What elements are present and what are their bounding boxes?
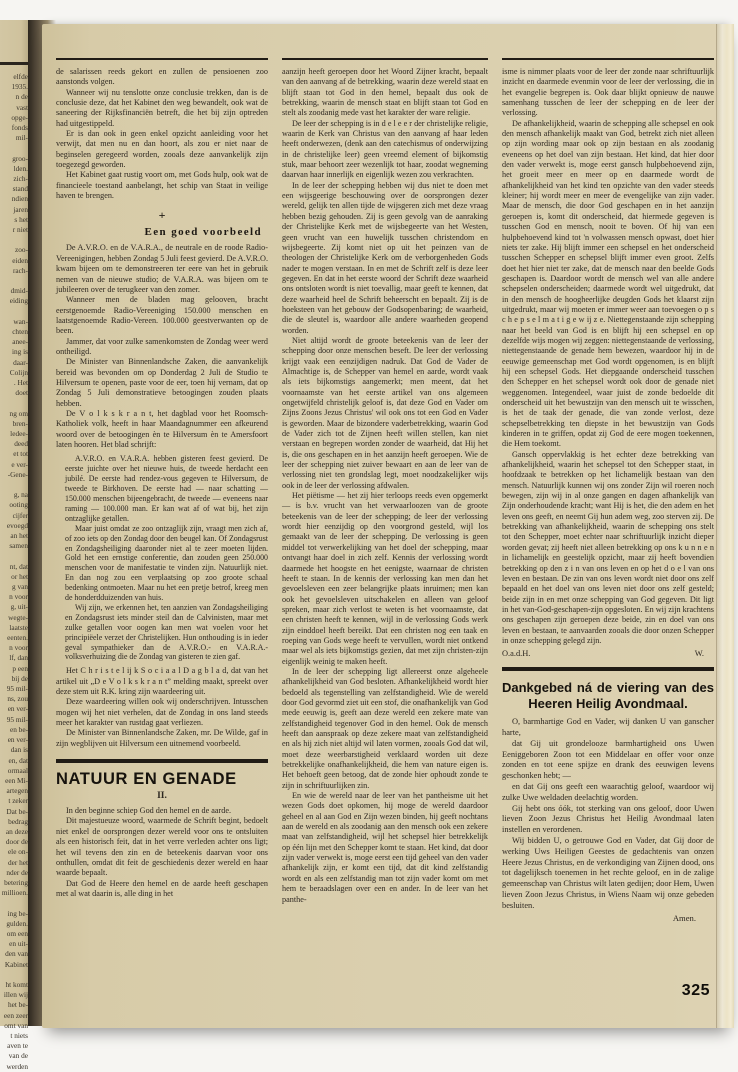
prayer-paragraph: O, barmhartige God en Vader, wij danken U van ganscher harte, — [502, 717, 714, 738]
prayer-paragraph: dat Gij uit grondelooze barmhartigheid ons Uwen Eeniggeboren Zoon tot een Middelaar en offer voor onze zonden en tot eene spijze en drank des eeuwigen levens geschonken hebt; — — [502, 738, 714, 781]
text-fragment — [0, 276, 28, 286]
page-right-edge — [716, 24, 734, 1028]
text-fragment: bij de — [11, 673, 28, 683]
text-fragment: et tot — [13, 449, 28, 459]
text-fragment: jaren — [13, 204, 28, 214]
text-fragment: den van — [5, 949, 28, 959]
text-fragment: ns, zou — [7, 694, 28, 704]
text-fragment: n voor — [9, 592, 28, 602]
column-1 — [56, 58, 268, 923]
article-title-natuur-en-genade: NATUUR EN GENADE — [56, 770, 237, 789]
section-rule — [502, 667, 714, 671]
text-fragment: g, na — [13, 490, 28, 500]
natuur-en-genade-col2-paragraphs — [282, 67, 488, 905]
paragraph: De leer der schepping is in d e l e e r der christelijke religie, waarin de Kerk van Christus van den aanvang af haar leden heeft onderwezen, (denk aan den catechismus of onderwijzing in de christelijke leer) geen vreemd element of bijkomstig stuk, maar behoort zeer wezenlijk tot haar, zoodat wegneming daarvan haar innerlijk en eigenlijk wezen zou verkrachten. — [282, 118, 488, 180]
text-fragment — [0, 551, 28, 561]
prayer-paragraph: Gij hebt ons óók, tot sterking van ons geloof, door Uwen lieven Zoon Jezus Christus het Heilig Avondmaal laten instellen en verordenen. — [502, 803, 714, 835]
paragraph: Deze waardeering willen ook wij onderschrijven. Intusschen mogen wij het niet verhelen, dat de Zondag in ons land steeds meer het karakter van rustdag gaat verliezen. — [56, 697, 268, 728]
text-fragment: gulden. — [6, 918, 28, 928]
text-fragment: fonds — [11, 123, 28, 133]
text-fragment: en be- — [9, 724, 28, 734]
prayer-title-line1: Dankgebed ná de viering van des — [502, 680, 714, 696]
text-fragment — [0, 898, 28, 908]
text-fragment: zich- — [13, 174, 28, 184]
paragraph: Wanneer men de bladen mag gelooven, bracht eerstgenoemde Radio-Vereeniging 150.000 menschen en laatstgenoemde Radio-Vereen. 100.000 geestverwanten op de been. — [56, 295, 268, 336]
text-fragment: or het — [11, 571, 28, 581]
section-divider-plus: + — [158, 208, 166, 223]
column-3 — [502, 58, 714, 923]
text-fragment: cijfer — [12, 510, 28, 520]
text-fragment — [0, 307, 28, 317]
text-fragment: ledee- — [10, 429, 28, 439]
paragraph: En wie de wereld naar de leer van het pantheisme uit het wezen Gods doet opkomen, hij moge de wereld daardoor geheel en al aan God en Zijn wezen binden, hij geeft nochtans aan de wereld en als zoodanig aan den mensch ook een zekere maat van zelfstandigheid, wijl het schepsel hier betrekkelijk op één lijn met den Schepper komt te staan. Het kind, dat door zijn vader verwekt is, moge eerst een tijd geheel van den vader afhankelijk zijn, er komt een tijd, dat dit kind zelfstandig wordt en als een zelfstandig man tot zijn vader komt om met hem te beraadslagen over een en ander. In de leer van het panthe- — [282, 791, 488, 904]
text-fragment: om een — [6, 928, 28, 938]
text-fragment: door de — [5, 837, 28, 847]
text-fragment: omt van — [4, 1020, 28, 1030]
goed-voorbeeld-closing-paragraphs — [56, 666, 268, 749]
text-fragment: g van — [11, 582, 28, 592]
text-fragment: elfde — [13, 72, 28, 81]
text-fragment: ele on- — [7, 847, 28, 857]
text-fragment: millioen. — [1, 888, 28, 898]
text-fragment: deed — [14, 439, 28, 449]
text-fragment: zoo- — [15, 245, 28, 255]
text-fragment: s het — [14, 214, 28, 224]
paragraph: In de leer der schepping hebben wij dus niet te doen met een wijsgeerige beschouwing over de oorsprongen dezer wereld, gelijk ten allen tijde de wijsgeren zich met deze vraag hebben bezig gehouden. Zij is geen gevolg van de aanraking der Christelijke Kerk met de wijsbegeerte van het Westen, geen vrucht van een huwelijk tusschen christendom en wijsbegeerte. Zij komt niet op uit het peinzen van de theologen der Christelijke Kerk om de verborgenheden Gods nader te mogen verstaan. In en met de Schrift zelf is deze leer gegeven. En dat in het eerste woord der Schrift deze waarheid ons ontsloten wordt is niet toevallig, maar geeft te kennen, dat deze waarheid heel de Schrift beheerscht en bepaalt. Zij is de hoeksteen van het gebouw der Godsopenbaring; de waarheid, die de sleutel is, waardoor alle andere waarheden geopend worden. — [282, 180, 488, 335]
text-fragment: aven te — [7, 1041, 28, 1051]
prayer-paragraphs — [502, 717, 714, 911]
text-fragment: opge- — [11, 112, 28, 122]
paragraph: De Minister van Binnenlandsche Zaken, die aanvankelijk bereid was bevonden om op Donderdag 2 Juli de Studio te Hilversum te openen, paste voor de eer, toen hij vernam, dat op Zondag 5 Juli demonstratieve betoogingen zouden plaats hebben. — [56, 357, 268, 408]
signature-abbrev: O.a.d.H. — [502, 649, 531, 659]
text-fragment: eiding — [9, 296, 28, 306]
previous-page-top-rule — [0, 62, 30, 65]
paragraph: Er is dan ook in geen enkel opzicht aanleiding voor het verwijt, dat men nu en dan hoort, als zou er niet naar de beginselen geregeerd worden, zooals deze aanvankelijk zijn toegezegd geworden. — [56, 129, 268, 170]
text-fragment: betering — [4, 877, 28, 887]
text-fragment: nder de — [6, 867, 28, 877]
text-fragment: wan- — [13, 316, 28, 326]
text-fragment: ing be- — [7, 908, 28, 918]
paragraph: Dat God de Heere den hemel en de aarde heeft geschapen met al wat daarin is, alle ding in het — [56, 878, 268, 898]
text-fragment: . Het — [13, 378, 28, 388]
text-fragment: ng om — [9, 408, 28, 418]
text-fragment: doet — [15, 388, 28, 398]
prayer-title-line2: Heeren Heilig Avondmaal. — [528, 696, 688, 712]
text-fragment — [0, 398, 28, 408]
text-fragment: 95 mil- — [6, 714, 28, 724]
text-fragment: artegen — [6, 786, 28, 796]
text-fragment: en ver- — [7, 735, 28, 745]
text-fragment: eenten. — [7, 633, 28, 643]
text-fragment: wegte- — [8, 612, 28, 622]
text-fragment — [0, 143, 28, 153]
text-fragment: dan is — [10, 745, 28, 755]
column-2 — [282, 58, 488, 923]
text-fragment: p een — [12, 663, 28, 673]
text-fragment: laatste — [9, 622, 28, 632]
magazine-page — [42, 24, 734, 1028]
text-fragment: n de — [15, 92, 28, 102]
text-fragment: n voor — [9, 643, 28, 653]
text-fragment: het be- — [7, 1000, 28, 1010]
text-fragment: 1935. — [11, 82, 28, 92]
paragraph: De A.V.R.O. en de V.A.R.A., de neutrale en de roode Radio-Vereenigingen, hebben Zondag 5 Juli feest gevierd. De A.V.R.O. kwam bijeen om te demonstreeren ter eere van het in gebruik nemen van de nieuwe studio; de V.A.R.A. was bijeen om te jubileeren over de terugkeer van den zomer. — [56, 243, 268, 294]
text-fragment: eiden — [12, 255, 28, 265]
paragraph: Het C h r i s t e l ij k S o c i a a l D a g b l a d, dat van het artikel uit „D e V o l k s k r a n t” melding maakt, spreekt over deze stem uit R.K. kring zijn waardeering uit. — [56, 666, 268, 697]
text-fragment: werden — [6, 1061, 28, 1071]
text-fragment: t niets — [10, 1030, 28, 1040]
text-fragment — [0, 235, 28, 245]
text-fragment: an deze — [5, 826, 28, 836]
prayer-paragraph: en dat Gij ons geeft een waarachtig geloof, waardoor wij zulke Uwe weldaden deelachtig worden. — [502, 782, 714, 802]
amen: Amen. — [672, 912, 696, 923]
text-fragment: ndien — [11, 194, 28, 204]
text-fragment: ht komt — [5, 979, 28, 989]
text-fragment: chten — [12, 327, 28, 337]
quote-paragraph: Maar juist omdat ze zoo ontzaglijk zijn, vraagt men zich af, of zoo iets op den Zondag door den beugel kan. Of Zondagsrust en Zondagsheiliging daaronder niet al te zeer moeten lijden. Gold het een ernstige conferentie, dan zouden geen 250.000 menschen voor de manifestatie te vinden zijn. Natuurlijk niet. En dan nog zou een verplaatsing op zoo groote schaal bedenking ontmoeten. Maar nu het een pretje betrof, kreeg men de honderdduizenden van huis. — [65, 523, 268, 603]
text-fragment: illen wij — [3, 990, 28, 1000]
natuur-en-genade-col3-paragraphs — [502, 67, 714, 646]
paragraph: Wanneer wij nu tenslotte onze conclusie trekken, dan is de conclusie deze, dat het Kabinet den weg bewandelt, ook wat de saneering der Rijksfinanciën betreft, die het bij zijn optreden had uitgestippeld. — [56, 87, 268, 128]
paragraph: In de leer der schepping ligt allereerst onze algeheele afhankelijkheid van God besloten. Afhankelijkheid wordt hier bedoeld als tegenstelling van zelfstandigheid. Wie de wereld door God gevormd ziet uit een stof, die onafhankelijk van God mede eeuwig is, geeft aan deze wereld een zekere mate van zelfstandigheid tegenover God in den hemel. Ook de mensch heeft dan aanspraak op deze zekere maat van zelfstandigheid en als hij zich niet altijd wil laten vormen, zooals God dat wil, moet deze weerbarstigheid verklaard worden uit deze betrekkelijke onafhankelijkheid, die hem van nature eigen is. Het behoeft geen betoog, dat de zonde hier ophoudt zonde te zijn in schriftuurlijken zin. — [282, 666, 488, 790]
page-content — [42, 24, 734, 923]
text-fragment: lden. — [13, 163, 28, 173]
paragraph: In den beginne schiep God den hemel en de aarde. — [66, 806, 232, 816]
paragraph: Het piëtisme — het zij hier terloops reeds even opgemerkt — is b.v. vrucht van het verwaarloozen van de groote beteekenis van de leer der schepping; de leer der verlossing wordt hier eenzijdig op den voorgrond gesteld, wijl los gemaakt van de leer der schepping. De verlossing is geen middel tot verwerkelijking van het doel der schepping, maar ontvangt haar doel in zich zelf. Kennis der verlossing wordt daarmede het hoogste en het eenigste, waarnaar de christen heeft te staan. In de kennis der verlossing kan men dan het gevoelsleven een zeer belangrijke plaats inruimen; men kan ook het gevoelsleven uitschakelen en alleen van geloof spreken, maar zich verlost te weten is het voornaamste, dat een christen heeft te kennen, wijl in de verlossing Gods werk zijn einddoel heeft bereikt. Dat een christen nog een taak en roeping van Gods wege heeft te vervullen, wordt niet ontkend maar wel als iets bijkomstigs gezien, dat met zijn christen-zijn eigenlijk weinig te maken heeft. — [282, 491, 488, 666]
paragraph: De V o l k s k r a n t, het dagblad voor het Roomsch-Katholiek volk, heeft in haar Maandagnummer een afkeurend woord over de betoogingen èn te Hilversum èn te Amersfoort laten hooren. Het blad schrijft: — [56, 408, 268, 449]
text-fragment: daar- — [13, 357, 28, 367]
text-fragment — [0, 970, 28, 980]
text-fragment: groo- — [12, 153, 28, 163]
page-number: 325 — [681, 982, 710, 999]
previous-page-text-fragments — [0, 72, 28, 1072]
paragraph: De Minister van Binnenlandsche Zaken, mr. De Wilde, gaf in zijn wegblijven uit Hilversum een uitnemend voorbeeld. — [56, 728, 268, 748]
text-fragment: rach- — [13, 265, 28, 275]
prayer-paragraph: Wij bidden U, o getrouwe God en Vader, dat Gij door de werking Uws Heiligen Geestes de gedachtenis van onzen Heere Jezus Christus, en de verkondiging van Zijnen dood, ons tot dagelijksch toenemen in het rechte geloof, en in de zalige gemeenschap van Christus wilt laten gedijen; door Hem, Uwen lieven Zoon Jezus Christus, in Wiens Naam wij onze gebeden besluiten. — [502, 836, 714, 910]
text-fragment: 95 mil- — [6, 684, 28, 694]
text-fragment: t zeker — [8, 796, 28, 806]
article-part-number: II. — [157, 791, 167, 802]
text-fragment — [0, 480, 28, 490]
text-fragment: en, dat — [8, 755, 28, 765]
text-fragment: anee- — [12, 337, 28, 347]
text-fragment: r niet — [12, 225, 28, 235]
text-fragment: e ver- — [11, 459, 28, 469]
section-rule — [56, 759, 268, 763]
author-initial: W. — [694, 649, 704, 659]
text-fragment: an het — [10, 531, 28, 541]
paragraph: Dit majestueuze woord, waarmede de Schrift begint, bedoelt niet enkel de oorsprongen dezer wereld voor ons te ontsluiten als een historisch feit, dat in het verre verleden achter ons ligt; het wil tevens den zin en de beteekenis daarvan voor ons onthullen, omdat dit feit de geschiedenis dezer wereld en haar waarde bepaalt. — [56, 816, 268, 878]
text-fragment: stand — [12, 184, 28, 194]
text-fragment: Kabinet — [4, 959, 28, 969]
text-fragment: lf, dan — [9, 653, 28, 663]
paragraph: aanzijn heeft geroepen door het Woord Zijner kracht, bepaalt van den aanvang af de betrekking, waarin deze wereld staat en blijft staan tot God in den hemel, bepaalt dus ook de betrekking, waarin de mensch staat en blijft staan tot God en stelt als zoodanig mede vast het karakter der ware religie. — [282, 67, 488, 118]
quote-paragraph: A.V.R.O. en V.A.R.A. hebben gisteren feest gevierd. De eerste juichte over het nieuwe huis, de tweede herdacht een jubilé. De eerste had rendez-vous gegeven te Hilversum, de tweede te Birkhoven. De eerste had — naar schatting — 150.000 menschen bijeengebracht, de tweede — eveneens naar raming — 100.000 man. Er kan wat af of wat bij, het zijn ontzaglijke getallen. — [65, 454, 268, 523]
previous-page-edge — [0, 20, 30, 1071]
text-fragment: evoegd — [6, 520, 28, 530]
text-fragment: een zeer — [3, 1010, 28, 1020]
article-title-goed-voorbeeld: Een goed voorbeeld — [144, 226, 262, 239]
text-fragment: ooting — [9, 500, 28, 510]
text-fragment: -Gene- — [7, 469, 28, 479]
paragraph: Het Kabinet gaat rustig voort om, met Gods hulp, ook wat de financieele toestand aanbelangt, het schip van Staat in veilige haven te brengen. — [56, 170, 268, 201]
paragraph: de salarissen reeds gekort en zullen de pensioenen zoo aanstonds volgen. — [56, 67, 268, 87]
text-fragment: en uit- — [9, 939, 28, 949]
text-fragment: nt, dat — [9, 561, 28, 571]
goed-voorbeeld-paragraphs — [56, 243, 268, 450]
text-fragment: samen — [9, 541, 28, 551]
text-fragment: Colijn — [9, 367, 28, 377]
text-fragment: dmid- — [10, 286, 28, 296]
text-fragment: ing is — [11, 347, 28, 357]
paragraph: Niet altijd wordt de groote beteekenis van de leer der schepping door onze menschen beseft. De leer der verlossing krijgt vaak een eenzijdigen nadruk. Dat God de Vader de Almachtige is, de Schepper van hemel en aarde, wordt vaak als iets bijkomstigs aangemerkt; men meent, dat het voornaamste van het eerste artikel van ons algemeen ongetwijfeld christelijk geloof is, dat deze God en Vader om Zijns Zoons Jezus Christus' wil ook ons tot een God en Vader is geworden. Maar de bizondere vaderbetrekking, waarin God de Vader zich tot de Zijnen heeft willen stellen, kan niet verstaan en begrepen worden zonder de waarheid, dat Hij het is, die ons geschapen en in het aanzijn heeft geroepen. Wie de leer der schepping niet zuiver bewaart en aan de leer van de verlossing niet ten grondslag legt, moet noodzakelijker wijs ook in de leer der verlossing afdwalen. — [282, 335, 488, 490]
text-fragment: een Mi- — [5, 775, 28, 785]
text-fragment: Dat be- — [6, 806, 28, 816]
text-fragment: ormaal — [7, 765, 28, 775]
kabinet-article-paragraphs — [56, 67, 268, 201]
text-fragment: mil- — [15, 133, 28, 143]
text-fragment: vast — [16, 102, 28, 112]
volkskrant-quote-block — [65, 454, 268, 662]
paragraph: De afhankelijkheid, waarin de schepping alle schepsel en ook den mensch afhankelijk maakt van God, betrekt zich niet alleen op zijn wording maar ook op zijn bestaan en als zoodanig eveneens op het doel van zijn bestaan. Het kind, dat hier door den vader verwekt is, moge eerst gansch hulpbehoevend zijn, het groeit meer en meer op en daarmede wordt de afhankelijkheid van het kind ten opzichte van den vader steeds kleiner; hij wordt meer en meer de evengelijke van zijn vader. Maar de mensch, die door God geschapen en in het aanzijn geroepen is, komt dit onderscheid, dat hiermede gegeven is tusschen God en mensch, nooit te boven. Of hij van een hulpbehoevend kind tot 'n volwassen mensch opwast, doet hier niets ter zake. Hij blijft immer een schepsel en het onderscheid tusschen Schepper en schepsel blijft immer even groot. Zelfs doet het hier niet ter zake, dat de mensch naar den beelde Gods geschapen is. Daardoor wordt de mensch wel van alle andere schepselen onderscheiden; daarmede wordt wel uitgedrukt, dat in den mensch de hoogheerlijke deugden Gods het klaarst zijn uitgedrukt, maar wij moeten er immer weer aan toevoegen o p s c h e p s e l m a t i g e w ij z e. Niettegenstaande zijn schepping naar het beeld van God is en blijft hij een schepsel en op dezelfde wijs mogen wij zeggen: niettegenstaande de verlossing, niettegenstaande de genade hem bewezen, waardoor hij in de eeuwige gemeenschap met God wordt opgenomen, is en blijft hij een schepsel Gods. Het diepgaande onderscheid tusschen den Schepper en het schepsel wordt ook door de genade niet weggenomen. Integendeel, waar juist de zonde bedoelde dit onderscheid uit het bewustzijn van den mensch uit te wisschen, is het de taak der genade, die van zonde verlost, deze schepselbetrekking ten diepste in het bewustzijn van Gods kinderen in te griffen, opdat zij God de eere mogen toekennen, die Hem toekomt. — [502, 118, 714, 449]
article-signature — [502, 646, 714, 658]
text-fragment: bren- — [12, 418, 28, 428]
prayer-title — [502, 680, 714, 712]
quote-paragraph: Wij zijn, we erkennen het, ten aanzien van Zondagsheiliging en Zondagsrust iets minder steil dan de Calvinisten, maar met zulke getallen voor oogen kan men wat voelen voor het principiëele verzet der Christelijken. Hun onthouding is in ieder geval sympathieker dan de A.V.R.O.- en V.A.R.A.-volksverhuizing die de Zondag van gisteren te zien gaf. — [65, 602, 268, 662]
paragraph: Gansch oppervlakkig is het echter deze betrekking van afhankelijkheid, waarin het schepsel tot den Schepper staat, in hoofdzaak te betrekken op het lichamelijk bestaan van den mensch. Natuurlijk kunnen wij ons zonder Zijn wil roeren noch bewegen, zijn wij in al onze gangen en dagen afhankelijk van Zijn onderhoudende kracht; want Hij is het, die den adem en het leven ons geeft, en neemt Gij hun adem weg, zoo sterven zij. De betrekking van afhankelijkheid, waarin de schepping ons stelt tot den Schepper, moet echter naar schriftuurlijk inzicht dieper worden gevat; zij heeft niet alleen betrekking op ons k u n n e n in lichamelijk en geestelijk opzicht, maar zij heeft bovendien betrekking op den z i n van ons leven en op het d o e l van ons leven en bestaan. De zin van ons leven wordt niet door ons zelf bepaald en het doel van ons leven niet door ons zelf gesteld; beide zijn in en met onze schepping van God gegeven. Dit ligt in het van-God-geschapen-zijn opgesloten. En wij zijn krachtens ons geschapen zijn geroepen deze beide, zin en doel van ons leven en bestaan, te aanvaarden zooals die door onzen Schepper in onze schepping gelegd zijn. — [502, 449, 714, 645]
text-fragment: van de — [8, 1051, 28, 1061]
text-fragment: der het — [7, 857, 28, 867]
text-fragment: bedrag — [8, 816, 28, 826]
natuur-en-genade-col1-paragraphs — [56, 806, 268, 899]
paragraph: Jammer, dat voor zulke samenkomsten de Zondag weer werd ontheiligd. — [56, 336, 268, 356]
text-fragment: en ver- — [7, 704, 28, 714]
text-fragment: g, uit- — [10, 602, 28, 612]
paragraph: isme is nimmer plaats voor de leer der zonde naar schriftuurlijk inzicht en daarmede evenmin voor de leer der verlossing, die in het evangelie begrepen is. Ook daar blijkt opnieuw de nauwe samenhang tusschen de leer der schepping en de leer der verlossing. — [502, 67, 714, 118]
